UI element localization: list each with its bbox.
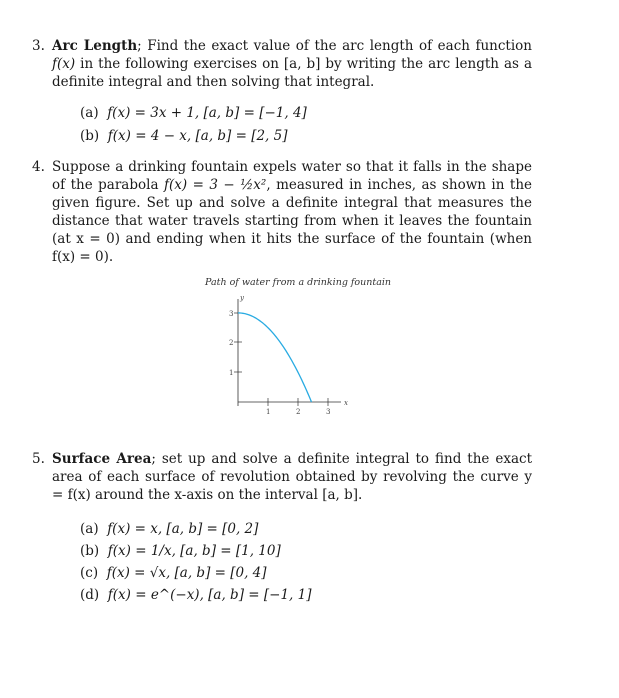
problem-5b: (b) f(x) = 1/x, [a, b] = [1, 10] bbox=[80, 543, 281, 559]
y-tick-label: 1 bbox=[229, 369, 234, 377]
problem-5a: (a) f(x) = x, [a, b] = [0, 2] bbox=[80, 521, 259, 537]
problem-3 bbox=[32, 37, 532, 145]
problem-3a: (a) f(x) = 3x + 1, [a, b] = [−1, 4] bbox=[80, 105, 307, 121]
problem-5 bbox=[32, 450, 532, 604]
y-tick-label: 2 bbox=[229, 339, 234, 347]
x-tick-label: 3 bbox=[326, 408, 331, 416]
problem-4-statement: Suppose a drinking fountain expels water so that it falls in the shape of the parabola f(x) = 3 − ½x², measured in inches, as shown in the given figure. Set up and solve a definite integral that measures the distance that water travels starting from when it leaves the fountain (at x = 0) and ending when it hits the surface of the fountain (when f(x) = 0). bbox=[52, 159, 533, 265]
y-tick-label: 3 bbox=[229, 310, 234, 318]
problem-number: 3. bbox=[32, 38, 45, 54]
x-tick-label: 1 bbox=[266, 408, 271, 416]
figure-caption: Path of water from a drinking fountain bbox=[205, 277, 392, 288]
problem-4 bbox=[32, 158, 532, 266]
parabola-curve bbox=[238, 313, 311, 402]
parabola-plot bbox=[205, 274, 392, 419]
problem-3b: (b) f(x) = 4 − x, [a, b] = [2, 5] bbox=[80, 128, 288, 144]
problem-5d: (d) f(x) = e^(−x), [a, b] = [−1, 1] bbox=[80, 587, 312, 603]
problem-number: 5. bbox=[32, 451, 45, 467]
problem-5-statement: Surface Area; set up and solve a definite integral to find the exact area of each surface of revolution obtained by revolving the curve y = f(x) around the x-axis on the interval [a, b]. bbox=[52, 451, 532, 503]
y-axis-label: y bbox=[240, 294, 244, 302]
x-axis-label: x bbox=[344, 399, 348, 407]
problem-5c: (c) f(x) = √x, [a, b] = [0, 4] bbox=[80, 565, 267, 581]
x-tick-label: 2 bbox=[296, 408, 301, 416]
problem-5-title: Surface Area bbox=[52, 451, 152, 467]
problem-3-title: Arc Length bbox=[52, 38, 138, 54]
problem-3-statement: Arc Length; Find the exact value of the arc length of each function f(x) in the following exercises on [a, b] by writing the arc length as a definite integral and then solving that integral. bbox=[52, 38, 532, 90]
problem-number: 4. bbox=[32, 159, 45, 175]
parabola-figure bbox=[205, 274, 392, 419]
